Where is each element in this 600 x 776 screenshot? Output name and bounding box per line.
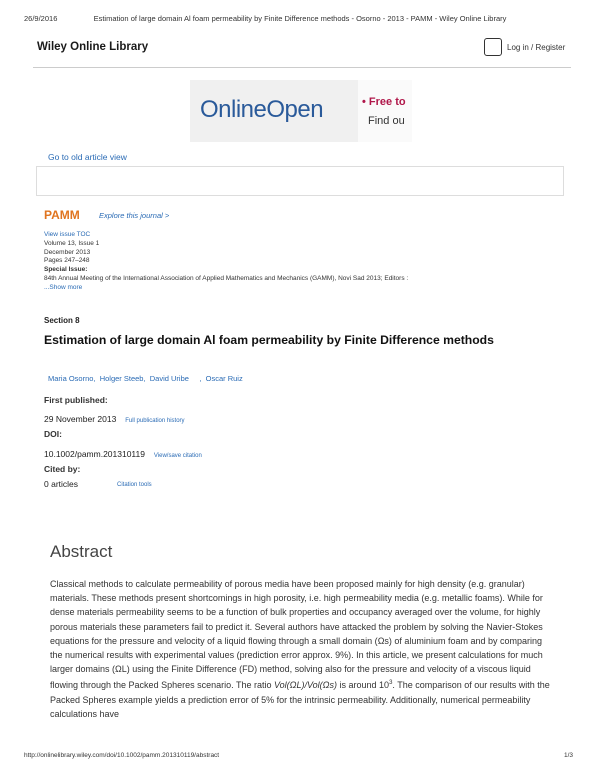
abstract-part-4: is around 10 — [337, 680, 390, 691]
online-open-banner[interactable] — [190, 80, 412, 142]
volume-ratio: Vol(ΩL)/Vol(Ωs) — [273, 680, 338, 691]
omega-l: ΩL — [115, 664, 127, 675]
abstract-heading: Abstract — [50, 542, 113, 561]
view-issue-toc-link[interactable]: View issue TOC — [44, 231, 91, 238]
abstract-part-3: ) using the Finite Difference (FD) method, solving also for the pressure and velocity of a viscous liquid flowing through the Packed Spheres scenario. The ratio — [50, 664, 531, 691]
journal-name[interactable]: PAMM — [44, 208, 80, 222]
print-page-number: 1/3 — [564, 752, 574, 759]
article-title: Estimation of large domain Al foam permeability by Finite Difference methods — [44, 333, 494, 347]
first-published-date: 29 November 2013 — [44, 414, 117, 424]
doi-row — [44, 444, 202, 462]
special-issue-text: 84th Annual Meeting of the International Association of Applied Mathematics and Mechanics (GAMM), Novi Sad 2013; Editors : — [44, 274, 409, 282]
doi-label: DOI: — [44, 429, 62, 439]
login-register-link[interactable]: Log in / Register — [507, 43, 566, 52]
print-page-title: Estimation of large domain Al foam permeability by Finite Difference methods - Osorno - 2013 - PAMM - Wiley Online Library — [93, 14, 507, 23]
issue-volume: Volume 13, Issue 1 — [44, 239, 100, 247]
doi-value[interactable]: 10.1002/pamm.201310119 — [44, 449, 145, 459]
author-link[interactable]: Holger Steeb — [99, 374, 144, 383]
issue-date: December 2013 — [44, 248, 91, 256]
full-history-link[interactable]: Full publication history — [125, 418, 185, 424]
show-more-link[interactable]: ...Show more — [44, 283, 83, 291]
header-divider — [33, 67, 571, 68]
special-issue-label: Special Issue: — [44, 266, 88, 274]
abstract-part-5: . The comparison of our results with the Packed Spheres example yields a prediction error of 5% for the intrinsic permeability. Additionally, numerical permeability calculations have — [50, 680, 550, 719]
empty-panel — [36, 166, 564, 196]
exponent: 3 — [389, 680, 393, 687]
author-list: Maria Osorno, Holger Steeb, David Uribe , Oscar Ruiz — [48, 374, 243, 383]
abstract-text — [50, 577, 550, 721]
cited-by-label: Cited by: — [44, 464, 81, 474]
banner-brand-panel — [190, 80, 358, 142]
explore-journal-link[interactable]: Explore this journal > — [99, 211, 170, 220]
site-title[interactable]: Wiley Online Library — [37, 41, 149, 53]
cited-by-count: 0 articles — [44, 479, 79, 489]
login-icon[interactable] — [484, 38, 502, 56]
abstract-part-1: Classical methods to calculate permeability of porous media have been proposed mainly for high density (e.g. granular) materials. These methods present shortcomings in high porosity, i.e. high permeability media (e.g. metallic foams). While for dense materials permeability seems to be a function of bulk properties and occupancy averaged over the volume, for highly porous materials these parameters fail to predict it. Several authors have attacked the problem by solving the Navier-Stokes equations for the pressure and velocity of a liquid flowing through a small domain ( — [50, 579, 543, 646]
banner-brand-text: OnlineOpen — [200, 96, 324, 123]
banner-promo-line1: • Free to — [362, 96, 406, 108]
author-link[interactable]: David Uribe — [149, 374, 189, 383]
abstract-part-2: ) of aluminium foam and by comparing the numerical results with experimental values (prediction error approx. 9%). In this article, we present calculations for much larger domains ( — [50, 635, 543, 675]
author-link[interactable]: Maria Osorno — [48, 374, 94, 383]
old-article-view-link[interactable]: Go to old article view — [48, 152, 127, 162]
author-link[interactable]: Oscar Ruiz — [205, 374, 243, 383]
issue-meta — [44, 231, 564, 293]
first-published-row — [44, 409, 185, 427]
view-citation-link[interactable]: View/save citation — [153, 453, 202, 459]
article-section: Section 8 — [44, 316, 80, 325]
issue-pages: Pages 247–248 — [44, 257, 90, 265]
omega-s: Ωs — [377, 635, 389, 646]
print-footer-url: http://onlinelibrary.wiley.com/doi/10.1002/pamm.201310119/abstract — [24, 752, 220, 759]
citation-tools-link[interactable]: Citation tools — [117, 482, 152, 488]
first-published-label: First published: — [44, 395, 108, 405]
print-date: 26/9/2016 — [24, 14, 58, 23]
banner-promo-line2: Find ou — [368, 115, 405, 127]
banner-promo-panel — [358, 80, 412, 142]
